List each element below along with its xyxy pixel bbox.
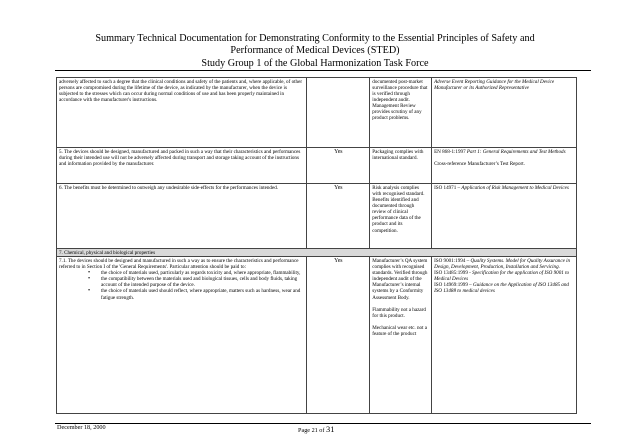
reference-cell	[432, 184, 577, 249]
reference-title: Specification for the application of ISO 9001 to Medical Devices	[434, 269, 570, 283]
list-item	[59, 276, 304, 288]
reference-cell	[432, 257, 577, 414]
principle-cell: adversely affected to such a degree that the clinical conditions and safety of the patients and, where applicable, of other persons are compromised during the lifetime of the device, as indicated by the manufacturer, when the device is subjected to the stresses which can occur during normal conditions of use and has been properly maintained in accordance with the manufacturer's instructions.	[57, 78, 307, 148]
applicable-cell: Yes	[307, 184, 370, 249]
footer-date: December 18, 2000	[57, 424, 106, 431]
bullet-icon: •	[88, 288, 91, 295]
header-subtitle: Study Group 1 of the Global Harmonization Task Force	[201, 57, 429, 69]
bullet-text: the choice of materials used should reflect, where appropriate, matters such as hardness, wear and fatigue strength.	[101, 288, 301, 301]
principle-bullets	[59, 270, 304, 301]
table-row	[57, 148, 577, 184]
method-cell: Risk analysis complies with recognised standard. Benefits identified and documented through review of clinical performance data of the product and its competition.	[370, 184, 432, 249]
page-number	[298, 425, 334, 434]
page-total: 31	[326, 425, 335, 434]
method-text: Mechanical wear etc. not a feature of the product	[372, 325, 427, 338]
reference-title: Guidance on the Application of ISO 13485 and ISO 13488 to medical devices	[434, 282, 569, 295]
bullet-icon: •	[88, 269, 91, 276]
table-row	[57, 257, 577, 414]
list-item	[59, 288, 304, 300]
applicable-cell	[307, 78, 370, 148]
bullet-text: the choice of materials used, particularly as regards toxicity and, where appropriate, flammability,	[101, 269, 301, 276]
reference-standard: ISO 9001:1994 –	[434, 257, 471, 264]
page-number-prefix: Page 21 of	[298, 427, 327, 434]
section-header-row	[57, 249, 577, 257]
reference-cell: Adverse Event Reporting Guidance for the Medical Device Manufacturer or its Authorized Representative	[432, 78, 577, 148]
method-text: Flammability not a hazard for this product.	[372, 306, 426, 319]
table-row	[57, 184, 577, 249]
reference-standard: EN 868-1:1997	[434, 148, 467, 155]
principle-cell	[57, 257, 307, 414]
header-title-line2: Performance of Medical Devices (STED)	[230, 45, 400, 57]
section-title: 7. Chemical, physical and biological properties	[57, 249, 577, 257]
reference-title: Quality Systems. Model for Quality Assurance in Design, Development, Production, Installation and Servicing.	[434, 257, 571, 270]
header-divider	[55, 70, 591, 71]
reference-standard: ISO 14969:1999 –	[434, 282, 473, 289]
applicable-cell: Yes	[307, 257, 370, 414]
method-cell: Packaging complies with international standard.	[370, 148, 432, 184]
reference-title: Application of Risk Management to Medical Devices	[461, 184, 569, 191]
principle-cell: 5. The devices should be designed, manufactured and packed in such a way that their characteristics and performances during their intended use will not be adversely affected during transport and storage taking account of the instructions and information provided by the manufacturer.	[57, 148, 307, 184]
header-title-line1: Summary Technical Documentation for Demonstrating Conformity to the Essential Principles of Safety and	[95, 33, 535, 44]
footer-divider	[55, 423, 591, 424]
method-cell	[370, 257, 432, 414]
reference-cell	[432, 148, 577, 184]
bullet-icon: •	[88, 276, 91, 283]
bullet-text: the compatibility between the materials used and biological tissues, cells and body fluids, taking account of the intended purpose of the device.	[101, 276, 298, 289]
applicable-cell: Yes	[307, 148, 370, 184]
reference-title: Part 1: General Requirements and Test Methods	[466, 148, 566, 155]
reference-standard: ISO 14971 –	[434, 184, 462, 191]
principle-cell: 6. The benefits must be determined to outweigh any undesirable side-effects for the performances intended.	[57, 184, 307, 249]
method-cell: documented post-market surveillance procedure that is verified through independent audit. Management Review provides scrutiny of any product problems.	[370, 78, 432, 148]
reference-extra: Cross-reference Manufacturer’s Test Report.	[434, 160, 525, 167]
document-header	[40, 33, 590, 70]
table-row	[57, 78, 577, 148]
principle-text: 7.1. The devices should be designed and manufactured in such a way as to ensure the characteristics and performance referred to in Section I of the 'General Requirements'. Particular attention should be paid to:	[59, 257, 299, 270]
method-text: Manufacturer’s QA system complies with recognised standards. Verified through independent audit of the Manufacturer’s internal systems by a Conformity Assessment Body.	[372, 257, 428, 301]
essential-principles-table	[56, 77, 577, 414]
reference-standard: ISO 13485:1999 -	[434, 269, 473, 276]
